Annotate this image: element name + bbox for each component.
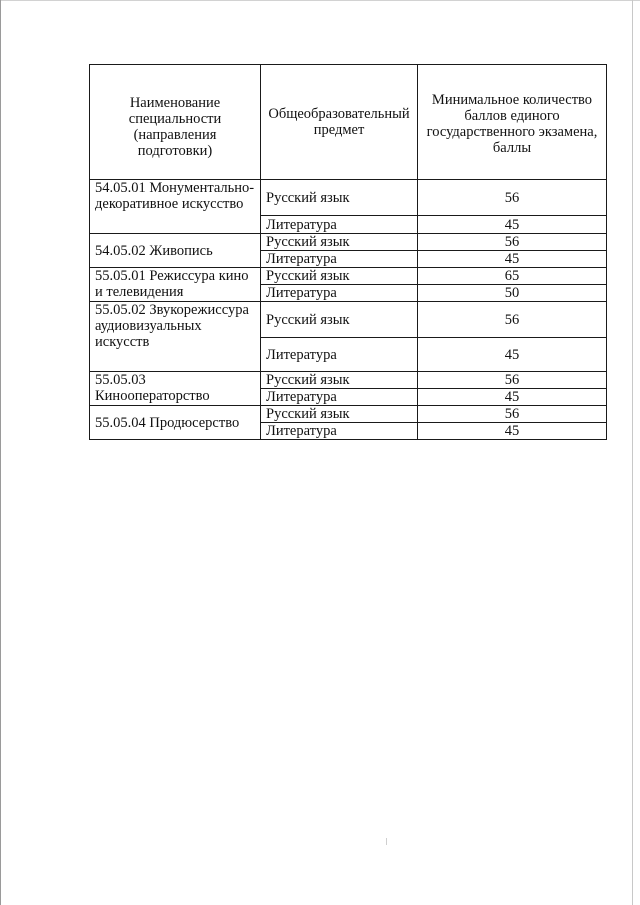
scan-edge-right <box>632 0 633 905</box>
subject-cell: Литература <box>261 216 418 234</box>
table-header-row <box>90 65 607 180</box>
specialty-name: 54.05.01 Монументально-декоративное искусство <box>90 180 261 234</box>
specialty-name: 55.05.04 Продюсерство <box>90 406 261 440</box>
table-row <box>90 302 607 338</box>
score-cell: 45 <box>418 423 607 440</box>
table-row <box>90 372 607 389</box>
table-row <box>90 180 607 216</box>
header-subject: Общеобразовательный предмет <box>261 65 418 180</box>
table-row <box>90 268 607 285</box>
subject-cell: Литература <box>261 389 418 406</box>
scan-edge-left <box>0 0 1 905</box>
subject-cell: Русский язык <box>261 372 418 389</box>
table-row <box>90 234 607 251</box>
score-cell: 45 <box>418 251 607 268</box>
table-row <box>90 406 607 423</box>
subject-cell: Русский язык <box>261 302 418 338</box>
scan-artifact <box>386 838 387 845</box>
score-cell: 45 <box>418 216 607 234</box>
specialty-name: 55.05.01 Режиссура кино и телевидения <box>90 268 261 302</box>
subject-cell: Русский язык <box>261 268 418 285</box>
subject-cell: Русский язык <box>261 180 418 216</box>
scan-edge-top <box>0 0 640 1</box>
score-cell: 45 <box>418 389 607 406</box>
score-cell: 65 <box>418 268 607 285</box>
subject-cell: Литература <box>261 251 418 268</box>
specialty-name: 55.05.03 Кинооператорство <box>90 372 261 406</box>
score-cell: 56 <box>418 406 607 423</box>
score-cell: 56 <box>418 302 607 338</box>
subject-cell: Русский язык <box>261 234 418 251</box>
score-cell: 45 <box>418 338 607 372</box>
exam-scores-table <box>89 64 607 440</box>
header-specialty: Наименование специальности (направления подготовки) <box>90 65 261 180</box>
subject-cell: Литература <box>261 338 418 372</box>
score-cell: 56 <box>418 180 607 216</box>
subject-cell: Литература <box>261 285 418 302</box>
subject-cell: Литература <box>261 423 418 440</box>
specialty-name: 55.05.02 Звукорежиссура аудиовизуальных искусств <box>90 302 261 372</box>
score-cell: 50 <box>418 285 607 302</box>
subject-cell: Русский язык <box>261 406 418 423</box>
header-min-score: Минимальное количество баллов единого государственного экзамена, баллы <box>418 65 607 180</box>
specialty-name: 54.05.02 Живопись <box>90 234 261 268</box>
score-cell: 56 <box>418 372 607 389</box>
score-cell: 56 <box>418 234 607 251</box>
